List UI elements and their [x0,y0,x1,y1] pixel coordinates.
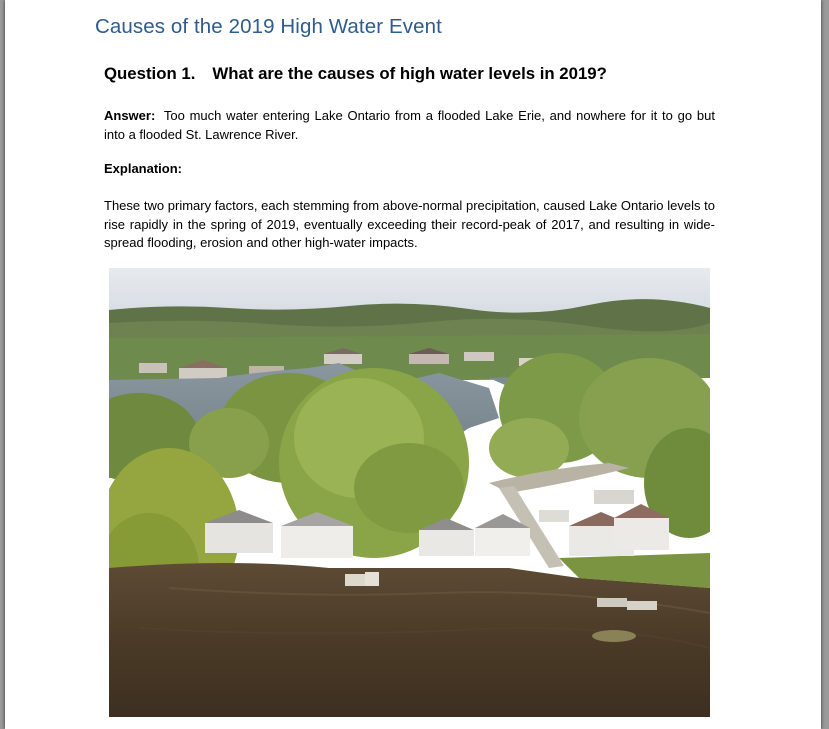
dock [345,574,367,586]
question-number: Question 1. [104,64,196,83]
question-heading [104,64,607,84]
question-text: What are the causes of high water levels in 2019? [212,64,607,83]
aerial-flood-photo [109,268,710,717]
answer-text: Too much water entering Lake Ontario from a flooded Lake Erie, and nowhere for it to go but into a flooded St. Lawrence River. [104,108,715,142]
document-page [5,0,821,729]
explanation-label: Explanation: [104,161,183,176]
section-title: Causes of the 2019 High Water Event [95,15,442,38]
answer-label: Answer: [104,108,156,123]
explanation-paragraph: These two primary factors, each stemming from above-normal precipitation, caused Lake Ontario levels to rise rapidly in the spring of 2019, eventually exceeding their record-peak of 2017, and resulting in wide-spread flooding, erosion and other high-water impacts. [104,198,715,250]
answer-paragraph [104,107,715,144]
